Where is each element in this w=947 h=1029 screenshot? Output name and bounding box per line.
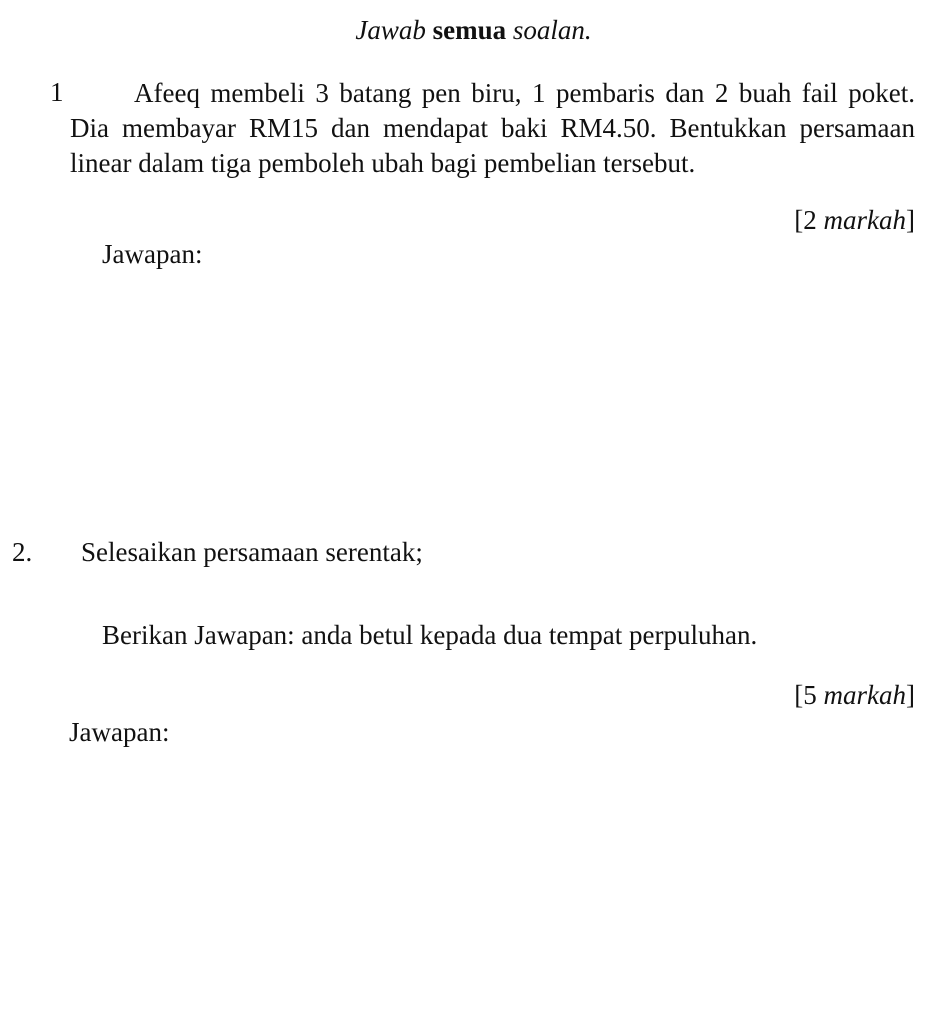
question-1-answer-label: Jawapan: (102, 239, 203, 269)
question-1-marks-word: markah (823, 205, 906, 235)
question-2-answer-label: Jawapan: (69, 717, 170, 747)
question-1-marks-open: [2 (794, 205, 817, 235)
exam-instruction (0, 14, 947, 46)
instruction-word-jawab: Jawab (355, 15, 426, 45)
instruction-word-semua: semua (432, 15, 507, 45)
question-2-number: 2. (12, 537, 33, 567)
question-2-marks-close: ] (906, 680, 915, 710)
question-1-marks (794, 204, 915, 236)
question-1-text: Afeeq membeli 3 batang pen biru, 1 pembaris dan 2 buah fail poket. Dia membayar RM15 dan mendapat baki RM4.50. Bentukkan persamaan linear dalam tiga pemboleh ubah bagi pembelian tersebut. (70, 78, 915, 178)
question-2-marks (794, 679, 915, 711)
question-1-text-block (70, 76, 915, 181)
instruction-word-soalan: soalan. (512, 15, 592, 45)
question-1-number: 1 (50, 77, 64, 107)
question-2-marks-word: markah (823, 680, 906, 710)
question-2-marks-open: [5 (794, 680, 817, 710)
question-1-marks-close: ] (906, 205, 915, 235)
question-2-text: Selesaikan persamaan serentak; (81, 537, 423, 567)
question-2-instruction: Berikan Jawapan: anda betul kepada dua tempat perpuluhan. (102, 620, 758, 650)
